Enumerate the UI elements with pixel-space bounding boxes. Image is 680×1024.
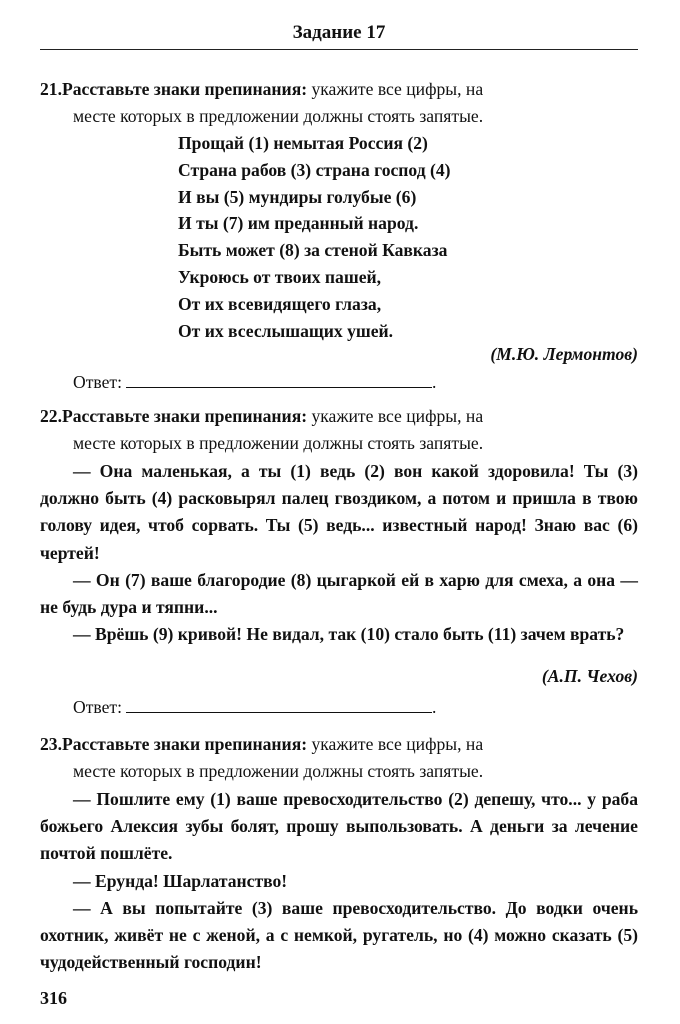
poem-line: От их всеслышащих ушей. — [178, 320, 394, 341]
task-number: 22. — [40, 406, 62, 426]
answer-field[interactable] — [126, 373, 432, 388]
instruction-bold: Расставьте знаки препинания: — [62, 406, 308, 426]
answer-label: Ответ: — [73, 372, 122, 392]
text-paragraph: — Она маленькая, а ты (1) ведь (2) вон какой здоровила! Ты (3) должно быть (4) расковырял палец гвоздиком, а потом и пришла в твою голову идея, чтоб сорвать. Ты (5) ведь... известный народ! Знаю вас (6) чертей! — [40, 461, 638, 563]
answer-end: . — [431, 697, 437, 717]
task-23-text — [40, 786, 638, 976]
answer-row-22 — [73, 697, 436, 718]
poem-line: От их всевидящего глаза, — [178, 293, 382, 314]
author-chekhov: (А.П. Чехов) — [541, 666, 638, 686]
instruction-text-line2: месте которых в предложении должны стоять запятые. — [73, 106, 484, 126]
answer-end: . — [431, 372, 437, 392]
page-number: 316 — [40, 988, 67, 1008]
instruction-text: укажите все цифры, на — [307, 79, 484, 99]
poem-line: Укроюсь от твоих пашей, — [178, 266, 382, 287]
task-22-instruction — [40, 403, 638, 457]
task-23-instruction — [40, 731, 638, 785]
instruction-text-line2: месте которых в предложении должны стоять запятые. — [73, 761, 484, 781]
poem-line: И ты (7) им преданный народ. — [178, 213, 419, 234]
instruction-text: укажите все цифры, на — [307, 734, 484, 754]
task-21-instruction — [40, 76, 638, 130]
task-number: 21. — [40, 79, 62, 99]
page-title: Задание 17 — [292, 22, 386, 43]
author-lermontov: (М.Ю. Лермонтов) — [490, 344, 638, 364]
instruction-text-line2: месте которых в предложении должны стоять запятые. — [73, 433, 484, 453]
answer-row-21 — [73, 372, 436, 393]
text-paragraph: — Ерунда! Шарлатанство! — [73, 870, 288, 891]
poem-line: Страна рабов (3) страна господ (4) — [178, 159, 451, 180]
instruction-bold: Расставьте знаки препинания: — [62, 79, 308, 99]
text-paragraph: — А вы попытайте (3) ваше превосходительство. До водки очень охотник, живёт не с женой, а с немкой, ругатель, но (4) можно сказать (5) чудодейственный господин! — [40, 897, 638, 973]
task-number: 23. — [40, 734, 62, 754]
text-paragraph: — Врёшь (9) кривой! Не видал, так (10) стало быть (11) зачем врать? — [73, 624, 625, 645]
task-22-text — [40, 458, 638, 648]
instruction-text: укажите все цифры, на — [307, 406, 484, 426]
poem-line: Быть может (8) за стеной Кавказа — [178, 240, 448, 261]
poem — [178, 130, 451, 344]
text-paragraph: — Пошлите ему (1) ваше превосходительство (2) депешу, что... у раба божьего Алексия зубы болят, прошу выпользовать. А деньги за лечение почтой пошлёте. — [40, 789, 638, 864]
text-paragraph: — Он (7) ваше благородие (8) цыгаркой ей в харю для смеха, а она — не будь дура и тяпни... — [40, 569, 638, 618]
header-rule — [40, 49, 638, 50]
answer-field[interactable] — [126, 698, 432, 713]
instruction-bold: Расставьте знаки препинания: — [62, 734, 308, 754]
poem-line: Прощай (1) немытая Россия (2) — [178, 133, 428, 153]
answer-label: Ответ: — [73, 697, 122, 717]
poem-line: И вы (5) мундиры голубые (6) — [178, 186, 417, 207]
